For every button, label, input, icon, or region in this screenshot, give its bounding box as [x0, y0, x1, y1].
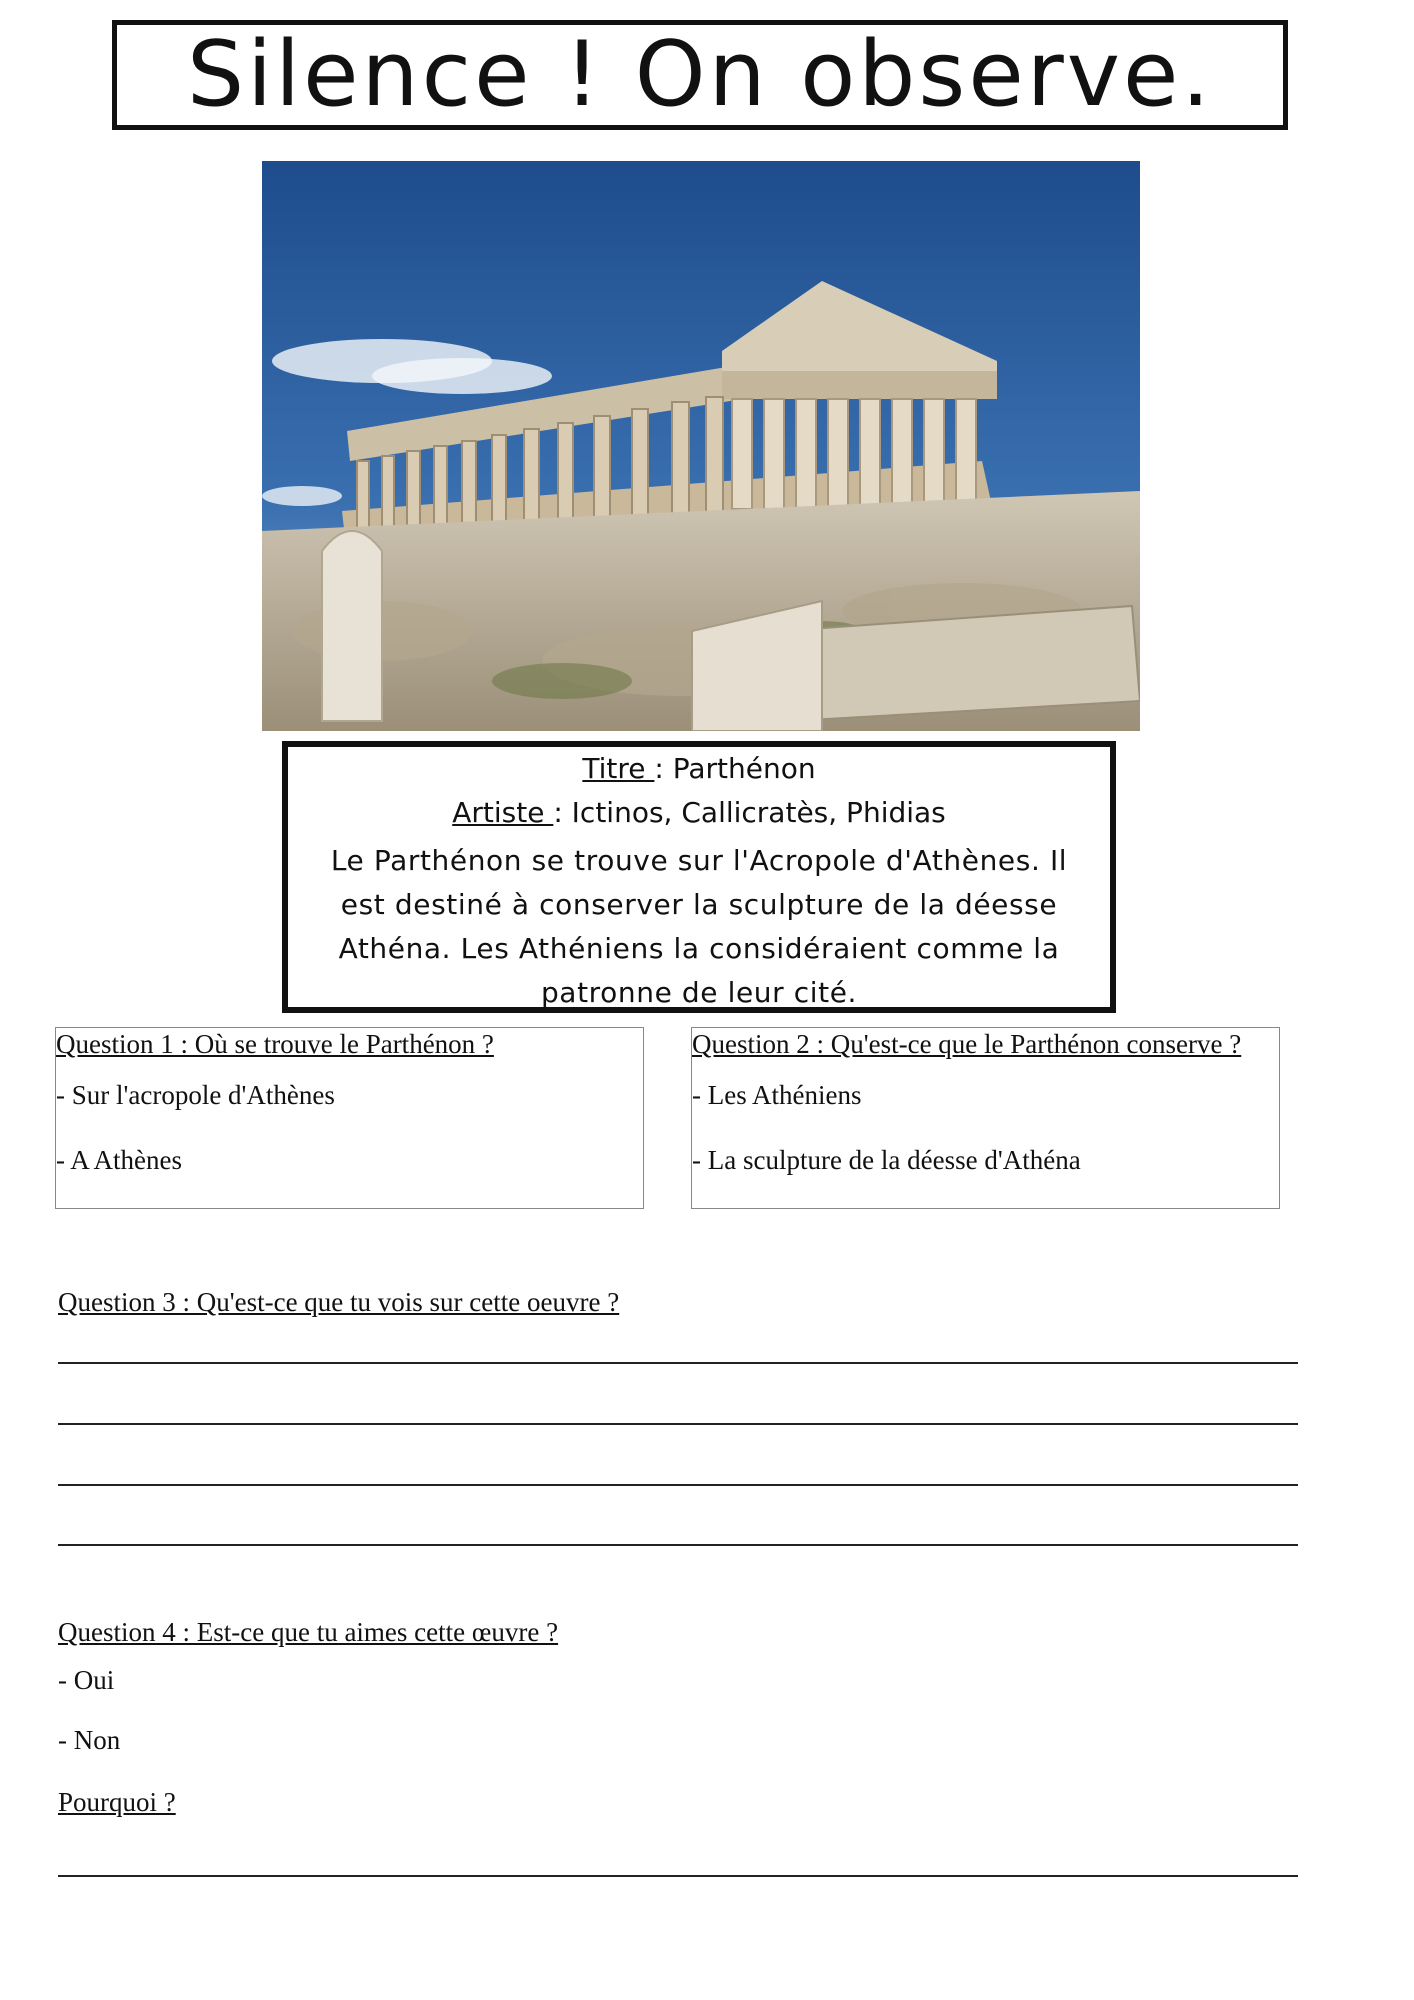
- title-label: Titre: [582, 752, 655, 785]
- artwork-info-box: [282, 741, 1116, 1013]
- question-3-title: Question 3 : Qu'est-ce que tu vois sur cette oeuvre ?: [58, 1287, 620, 1317]
- question-1-title: Question 1 : Où se trouve le Parthénon ?: [56, 1029, 494, 1059]
- parthenon-photo: [262, 161, 1140, 731]
- title-box: [112, 20, 1288, 130]
- question-1-answer-1: - Sur l'acropole d'Athènes: [56, 1080, 335, 1110]
- artwork-title-row: [288, 747, 1110, 791]
- option-no[interactable]: - Non: [58, 1725, 121, 1755]
- why-label: Pourquoi ?: [58, 1787, 176, 1817]
- answer-line[interactable]: [58, 1484, 1298, 1486]
- artwork-artist-row: [288, 791, 1110, 835]
- question-2-title: Question 2 : Qu'est-ce que le Parthénon conserve ?: [692, 1029, 1242, 1059]
- artist-value: : Ictinos, Callicratès, Phidias: [553, 796, 946, 829]
- question-1-answer-2: - A Athènes: [56, 1145, 182, 1175]
- artwork-description: Le Parthénon se trouve sur l'Acropole d'Athènes. Il est destiné à conserver la sculpture de la déesse Athéna. Les Athéniens la considéraient comme la patronne de leur cité.: [330, 844, 1068, 1009]
- question-1-box: [55, 1027, 644, 1209]
- question-2-answer-2: - La sculpture de la déesse d'Athéna: [692, 1145, 1081, 1175]
- answer-line[interactable]: [58, 1362, 1298, 1364]
- answer-line[interactable]: [58, 1423, 1298, 1425]
- page-title: Silence ! On observe.: [187, 22, 1213, 127]
- parthenon-illustration: [262, 161, 1140, 731]
- answer-line[interactable]: [58, 1875, 1298, 1877]
- title-value: : Parthénon: [654, 752, 816, 785]
- question-2-box: [691, 1027, 1280, 1209]
- answer-line[interactable]: [58, 1544, 1298, 1546]
- option-yes[interactable]: - Oui: [58, 1665, 115, 1695]
- question-4-title: Question 4 : Est-ce que tu aimes cette œuvre ?: [58, 1617, 559, 1647]
- artist-label: Artiste: [452, 796, 554, 829]
- question-2-answer-1: - Les Athéniens: [692, 1080, 862, 1110]
